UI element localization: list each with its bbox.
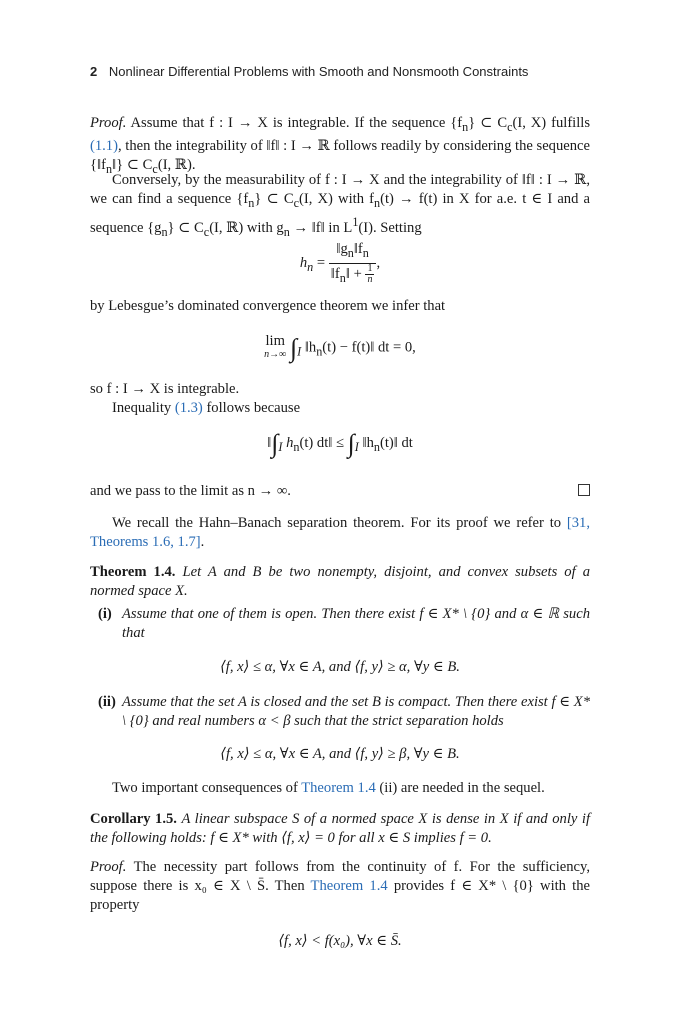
running-header xyxy=(90,64,528,79)
subscript: n xyxy=(248,195,255,210)
item-text: Assume that one of them is open. Then there exist f ∈ X* \ {0} and α ∈ ℝ such that xyxy=(122,606,590,641)
proof-text: (I, X) fulfills xyxy=(512,115,591,131)
subscript: c xyxy=(152,161,158,176)
superscript: 1 xyxy=(352,214,359,229)
equation-final: ⟨f, x⟩ < f(x₀), ∀x ∈ S̄. xyxy=(278,933,402,949)
eq-text: ‖ + xyxy=(345,265,366,282)
eq-text: , xyxy=(376,255,381,272)
subscript: c xyxy=(293,195,300,210)
subscript: n xyxy=(283,224,290,239)
body-text: Two important consequences of xyxy=(112,780,302,796)
subscript: c xyxy=(507,119,513,134)
fraction xyxy=(329,240,377,288)
equation-separation-i: ⟨f, x⟩ ≤ α, ∀x ∈ A, and ⟨f, y⟩ ≥ α, ∀y ∈ B. xyxy=(220,659,460,675)
proof-text: , then the integrability of ‖f‖ : I → ℝ follows readily by considering the sequence {‖f xyxy=(90,137,590,173)
body-text: We recall the Hahn–Banach separation theorem. For its proof we refer to xyxy=(112,515,567,531)
theorem-1-4 xyxy=(90,563,590,601)
proof-text: Conversely, by the measurability of f : I → X and the integrability of ‖f‖ : I → ℝ, we can find a sequence {f xyxy=(90,172,590,207)
integral-sign: ∫ xyxy=(289,333,298,363)
subscript: n xyxy=(462,119,469,134)
proof-text: Assume that f : I → X is integrable. If the sequence {f xyxy=(130,115,463,131)
integral-sign: ∫ xyxy=(271,429,279,459)
proof-label: Proof. xyxy=(90,115,127,131)
proof-text: } ⊂ C xyxy=(167,219,204,236)
proof-label: Proof. xyxy=(90,859,127,875)
corollary-statement: A linear subspace S of a normed space X is dense in X if and only if the following holds: f ∈ X* with ⟨f, x⟩ = 0 for all x ∈ S implies f = 0. xyxy=(90,811,590,846)
subscript: n xyxy=(362,245,369,260)
eq-symbol: = xyxy=(313,255,329,272)
subscript: n xyxy=(161,224,168,239)
running-title: Nonlinear Differential Problems with Smooth and Nonsmooth Constraints xyxy=(108,64,529,79)
eq-symbol: h xyxy=(299,255,308,272)
item-label: (ii) xyxy=(98,694,116,710)
theorem-item-i xyxy=(90,605,590,643)
small-fraction xyxy=(365,264,374,285)
subscript: I xyxy=(354,439,359,454)
eq-text: ‖f xyxy=(353,241,363,257)
eq-text: ‖g xyxy=(336,241,348,257)
proof-text: The necessity part follows from the continuity of f. For the sufficiency, suppose there is x₀ ∈ X \ S̄. Then xyxy=(90,859,591,894)
item-label: (i) xyxy=(98,606,112,622)
ref-link-theorem-1-4[interactable]: Theorem 1.4 xyxy=(301,780,376,796)
subscript: n xyxy=(347,245,354,260)
proof-text: (I, X) with f xyxy=(299,191,374,207)
item-text: Assume that the set A is closed and the set B is compact. Then there exist f ∈ X* \ {0} and real numbers α < β such that the strict separation holds xyxy=(122,694,590,729)
subscript: n xyxy=(105,161,113,176)
eq-text: ‖ xyxy=(267,435,272,451)
proof-text: ‖} ⊂ C xyxy=(112,156,153,173)
qed-square-icon xyxy=(578,484,590,496)
proof-text: (I). Setting xyxy=(358,219,422,236)
ref-link-1-3[interactable]: (1.3) xyxy=(174,400,203,416)
subscript: n xyxy=(339,270,346,285)
proof-text: } ⊂ C xyxy=(468,115,508,131)
proof-text: } ⊂ C xyxy=(254,191,294,207)
equation-limit xyxy=(90,334,590,362)
subscript: c xyxy=(203,224,210,239)
body-text: Inequality xyxy=(112,400,175,416)
ref-link-1-1[interactable]: (1.1) xyxy=(90,137,118,154)
proof-corollary xyxy=(90,858,590,915)
recall-paragraph xyxy=(90,514,590,552)
small-numerator: 1 xyxy=(367,262,373,274)
body-text: . xyxy=(200,534,205,550)
body-text: follows because xyxy=(202,400,301,416)
theorem-item-ii xyxy=(90,693,590,731)
subscript: I xyxy=(278,439,283,454)
eq-text: (t) − f(t)‖ dt = 0, xyxy=(322,339,416,356)
eq-text: (t)‖ dt xyxy=(379,435,413,451)
theorem-statement: Let A and B be two nonempty, disjoint, and convex subsets of a normed space X. xyxy=(90,564,591,599)
fraction-numerator xyxy=(329,240,377,264)
subscript: I xyxy=(297,344,302,359)
lebesgue-text: by Lebesgue’s dominated convergence theorem we infer that xyxy=(90,298,446,314)
ref-link-31[interactable]: [31, Theorems 1.6, 1.7] xyxy=(90,515,590,550)
theorem-label: Theorem 1.4. xyxy=(90,564,176,580)
fraction-denominator xyxy=(329,264,377,288)
integral-sign: ∫ xyxy=(347,429,355,459)
proof-text: → ‖f‖ in L xyxy=(289,219,353,236)
corollary-label: Corollary 1.5. xyxy=(90,811,177,827)
equation-hn xyxy=(90,240,590,288)
proof-paragraph-1 xyxy=(90,114,590,179)
ref-link-theorem-1-4-b[interactable]: Theorem 1.4 xyxy=(310,878,388,894)
inequality-text xyxy=(90,399,590,418)
equation-separation-ii: ⟨f, x⟩ ≤ α, ∀x ∈ A, and ⟨f, y⟩ ≥ β, ∀y ∈ B. xyxy=(220,746,460,762)
subscript: n xyxy=(316,344,323,359)
proof-paragraph-2 xyxy=(90,171,590,242)
page-number: 2 xyxy=(90,64,98,79)
body-text: (ii) are needed in the sequel. xyxy=(375,780,545,796)
eq-text: (t) dt‖ ≤ xyxy=(299,435,348,451)
proof-text: (t) → f(t) in X for a.e. t ∈ I and a sequence {g xyxy=(90,191,590,236)
proof-text: (I, ℝ) with g xyxy=(209,219,284,236)
small-denominator: n xyxy=(367,273,373,285)
limit-text: and we pass to the limit as n → ∞. xyxy=(90,483,291,499)
subscript: n xyxy=(373,439,380,454)
lim-subscript: n→∞ xyxy=(264,349,287,360)
subscript: n xyxy=(307,260,314,275)
corollary-1-5 xyxy=(90,810,590,848)
eq-text: ‖h xyxy=(304,339,317,356)
lim-text: lim xyxy=(265,333,285,349)
subscript: n xyxy=(293,439,300,454)
equation-inequality xyxy=(90,429,590,459)
subscript: n xyxy=(374,195,381,210)
integrable-text: so f : I → X is integrable. xyxy=(90,381,240,397)
eq-text: ‖f xyxy=(330,265,340,282)
eq-text: ‖h xyxy=(362,435,374,451)
consequences-text xyxy=(90,779,590,798)
proof-text: (I, ℝ). xyxy=(157,156,196,173)
eq-text: h xyxy=(286,435,294,451)
lim-block xyxy=(264,334,286,362)
proof-text: provides f ∈ X* \ {0} with the property xyxy=(90,878,590,913)
